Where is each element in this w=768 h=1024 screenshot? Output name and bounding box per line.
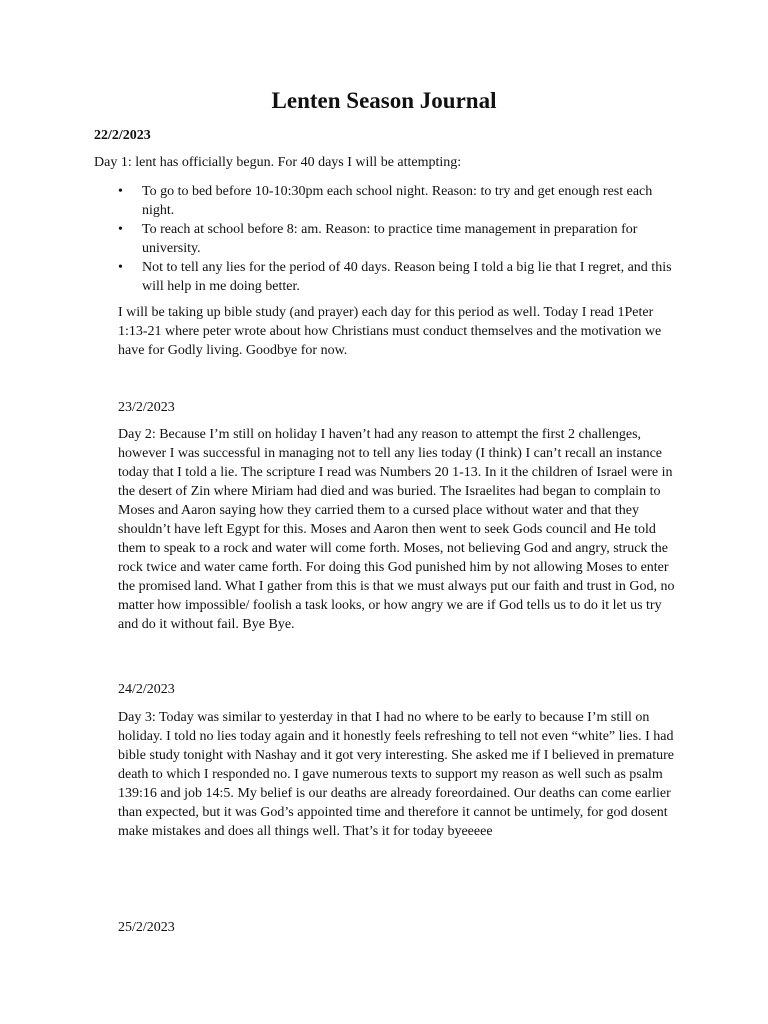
goals-list [94,182,684,296]
goal-item [94,258,684,296]
document-title: Lenten Season Journal [271,88,497,113]
entry-date: 23/2/2023 [118,400,175,415]
goal-text: Not to tell any lies for the period of 40 days. Reason being I told a big lie that I regret, and this will help in me doing better. [142,260,672,294]
entry-date: 22/2/2023 [94,128,151,143]
bullet-icon: • [118,222,123,237]
entry-intro: Day 1: lent has officially begun. For 40 days I will be attempting: [94,155,462,170]
entry-date: 24/2/2023 [118,682,175,697]
goal-item [94,220,684,258]
entry-paragraph: Day 2: Because I’m still on holiday I haven’t had any reason to attempt the first 2 challenges, however I was successful in managing not to tell any lies today (I think) I can’t recall an instance today that I told a lie. The scripture I read was Numbers 20 1-13. In it the children of Israel were in the desert of Zin where Miriam had died and was buried. The Israelites had began to complain to Moses and Aaron saying how they carried them to a cursed place without water and that they shouldn’t have left Egypt for this. Moses and Aaron then went to seek Gods council and He told them to speak to a rock and water will come forth. Moses, not believing God and angry, struck the rock twice and water came forth. For doing this God punished him by not allowing Moses to enter the promised land. What I gather from this is that we must always put our faith and trust in God, no matter how impossible/ foolish a task looks, or how angry we are if God tells us to do it let us try and do it without fail. Bye Bye. [118,427,675,632]
entry-paragraph: Day 3: Today was similar to yesterday in that I had no where to be early to because I’m still on holiday. I told no lies today again and it honestly feels refreshing to tell not even “white” lies. I had bible study tonight with Nashay and it got very interesting. She asked me if I believed in premature death to which I responded no. I gave numerous texts to support my reason as well such as psalm 139:16 and job 14:5. My belief is our deaths are already foreordained. Our deaths can come earlier than expected, but it was God’s appointed time and therefore it cannot be untimely, for god dosent make mistakes and does all things well. That’s it for today byeeeee [118,710,674,839]
entry-date: 25/2/2023 [118,920,175,935]
goal-item [94,182,684,220]
goal-text: To reach at school before 8: am. Reason: to practice time management in preparation for university. [142,222,638,256]
goal-text: To go to bed before 10-10:30pm each school night. Reason: to try and get enough rest each night. [142,184,653,218]
entry-paragraph: I will be taking up bible study (and prayer) each day for this period as well. Today I read 1Peter 1:13-21 where peter wrote about how Christians must conduct themselves and the motivation we have for Godly living. Goodbye for now. [118,305,662,358]
bullet-icon: • [118,260,123,275]
bullet-icon: • [118,184,123,199]
